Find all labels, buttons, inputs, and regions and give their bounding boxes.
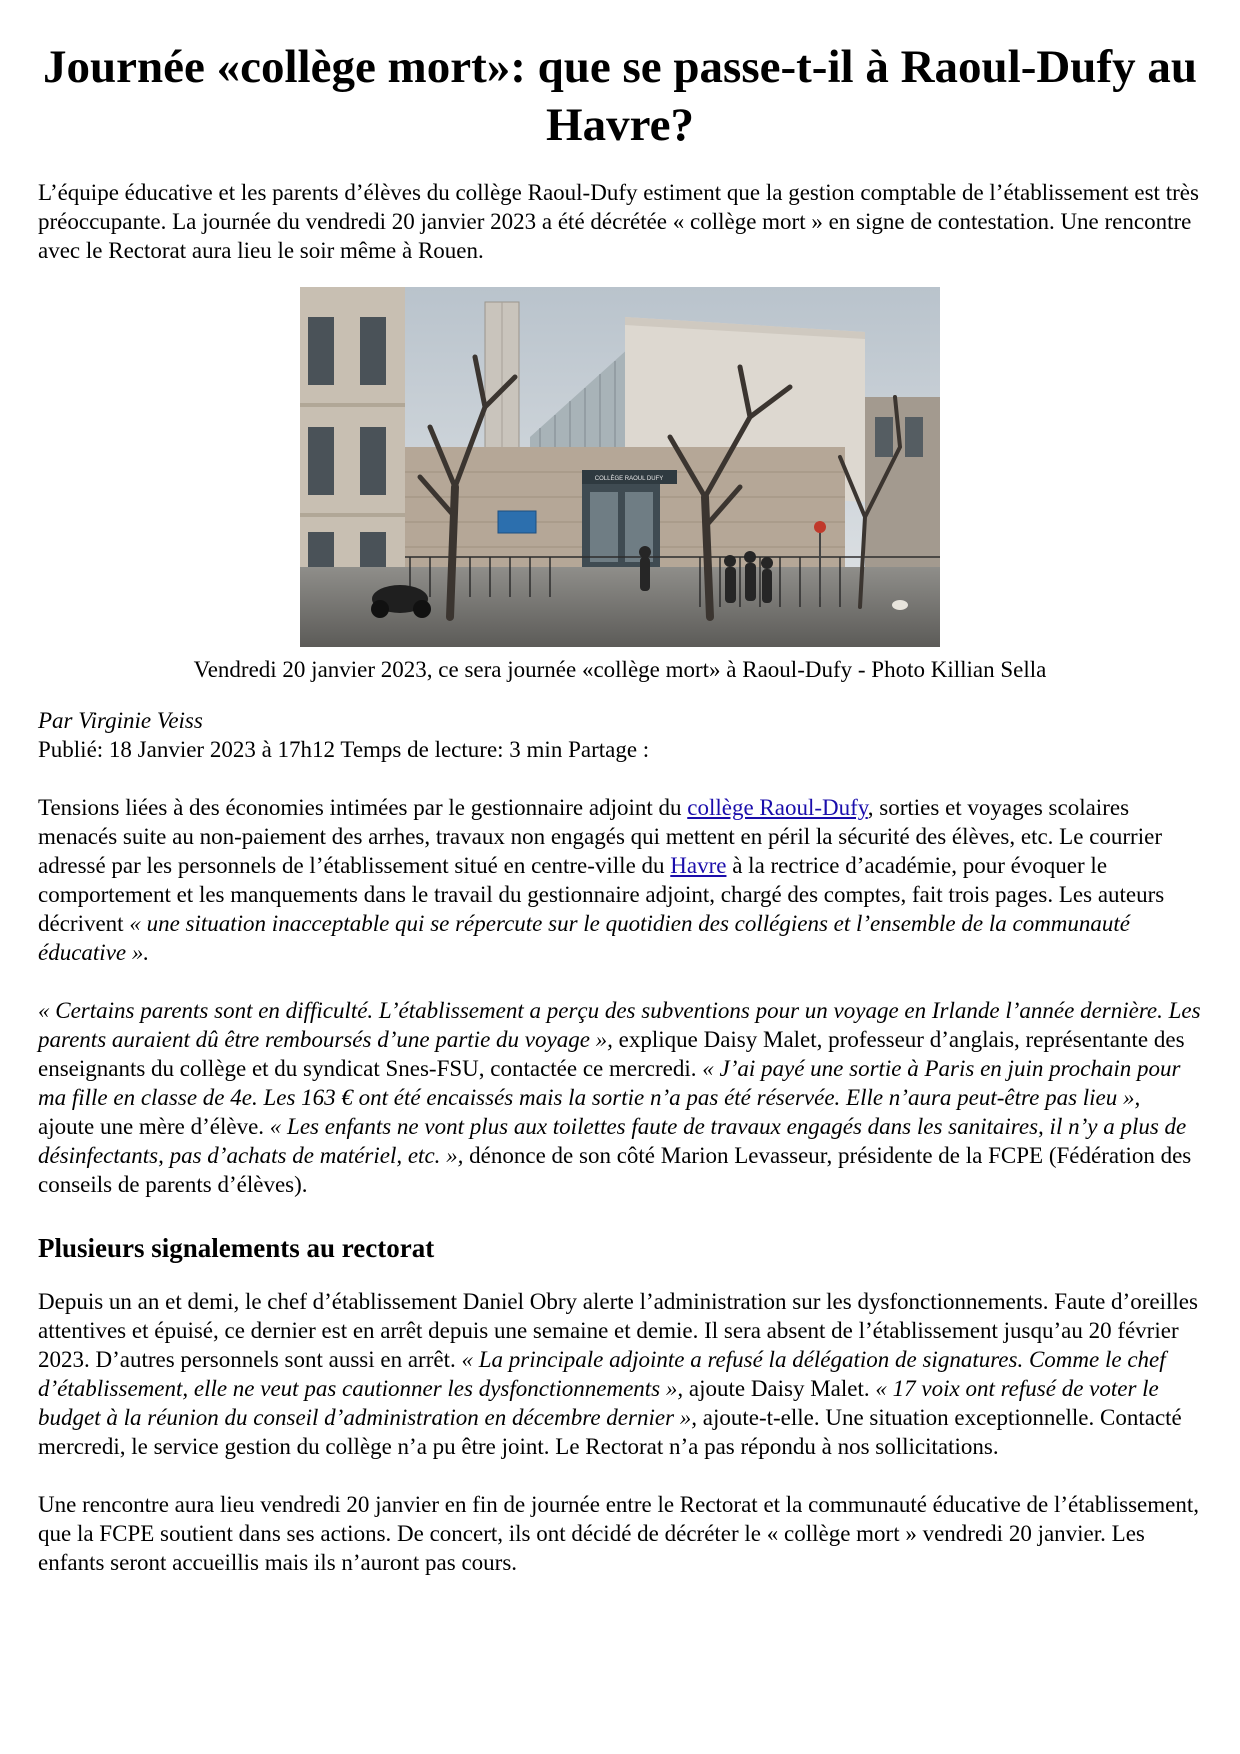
- paragraph-4: Une rencontre aura lieu vendredi 20 janvier en fin de journée entre le Rectorat et la communauté éducative de l’établissement, que la FCPE soutient dans ses actions. De concert, ils ont décidé de décréter le « collège mort » vendredi 20 janvier. Les enfants seront accueillis mais ils n’auront pas cours.: [38, 1492, 1199, 1575]
- author-line: Par Virginie Veiss: [38, 708, 203, 733]
- havre-link[interactable]: Havre: [670, 853, 727, 878]
- section-heading: Plusieurs signalements au rectorat: [38, 1233, 435, 1263]
- publication-meta: Publié: 18 Janvier 2023 à 17h12 Temps de lecture: 3 min Partage :: [38, 737, 650, 762]
- paragraph-3: Depuis un an et demi, le chef d’établissement Daniel Obry alerte l’administration sur les dysfonctionnements. Faute d’oreilles attentives et épuisé, ce dernier est en arrêt depuis une semaine et demie. Il sera absent de l’établissement jusqu’au 20 février 2023. D’autres personnels sont aussi en arrêt. « La principale adjointe a refusé la délégation de signatures. Comme le chef d’établissement, elle ne veut pas cautionner les dysfonctionnements », ajoute Daisy Malet. « 17 voix ont refusé de voter le budget à la réunion du conseil d’administration en décembre dernier », ajoute-t-elle. Une situation exceptionnelle. Contacté mercredi, le service gestion du collège n’a pu être joint. Le Rectorat n’a pas répondu à nos sollicitations.: [38, 1289, 1198, 1459]
- college-photo: [300, 287, 940, 647]
- article-lead: L’équipe éducative et les parents d’élèves du collège Raoul-Dufy estiment que la gestion comptable de l’établissement est très préoccupante. La journée du vendredi 20 janvier 2023 a été décrétée « collège mort » en signe de contestation. Une rencontre avec le Rectorat aura lieu le soir même à Rouen.: [38, 180, 1199, 263]
- photo-caption: Vendredi 20 janvier 2023, ce sera journée «collège mort» à Raoul-Dufy - Photo Killian Sella: [193, 657, 1047, 682]
- paragraph-2: « Certains parents sont en difficulté. L’établissement a perçu des subventions pour un voyage en Irlande l’année dernière. Les parents auraient dû être remboursés d’une partie du voyage », explique Daisy Malet, professeur d’anglais, représentante des enseignants du collège et du syndicat Snes-FSU, contactée ce mercredi. « J’ai payé une sortie à Paris en juin prochain pour ma fille en classe de 4e. Les 163 € ont été encaissés mais la sortie n’a pas été réservée. Elle n’aura peut-être pas lieu », ajoute une mère d’élève. « Les enfants ne vont plus aux toilettes faute de travaux engagés dans les sanitaires, il n’y a plus de désinfectants, pas d’achats de matériel, etc. », dénonce de son côté Marion Levasseur, présidente de la FCPE (Fédération des conseils de parents d’élèves).: [38, 998, 1201, 1197]
- college-link[interactable]: collège Raoul-Dufy: [687, 795, 868, 820]
- paragraph-1: Tensions liées à des économies intimées par le gestionnaire adjoint du collège Raoul-Dufy, sorties et voyages scolaires menacés suite au non-paiement des arrhes, travaux non engagés qui mettent en péril la sécurité des élèves, etc. Le courrier adressé par les personnels de l’établissement situé en centre-ville du Havre à la rectrice d’académie, pour évoquer le comportement et les manquements dans le travail du gestionnaire adjoint, chargé des comptes, fait trois pages. Les auteurs décrivent « une situation inacceptable qui se répercute sur le quotidien des collégiens et l’ensemble de la communauté éducative ».: [38, 795, 1165, 965]
- article-figure: [38, 287, 1202, 684]
- article: [38, 38, 1202, 1577]
- article-title: Journée «collège mort»: que se passe-t-il à Raoul-Dufy au Havre?: [43, 41, 1197, 151]
- sign-text: COLLÈGE RAOUL DUFY: [594, 476, 664, 482]
